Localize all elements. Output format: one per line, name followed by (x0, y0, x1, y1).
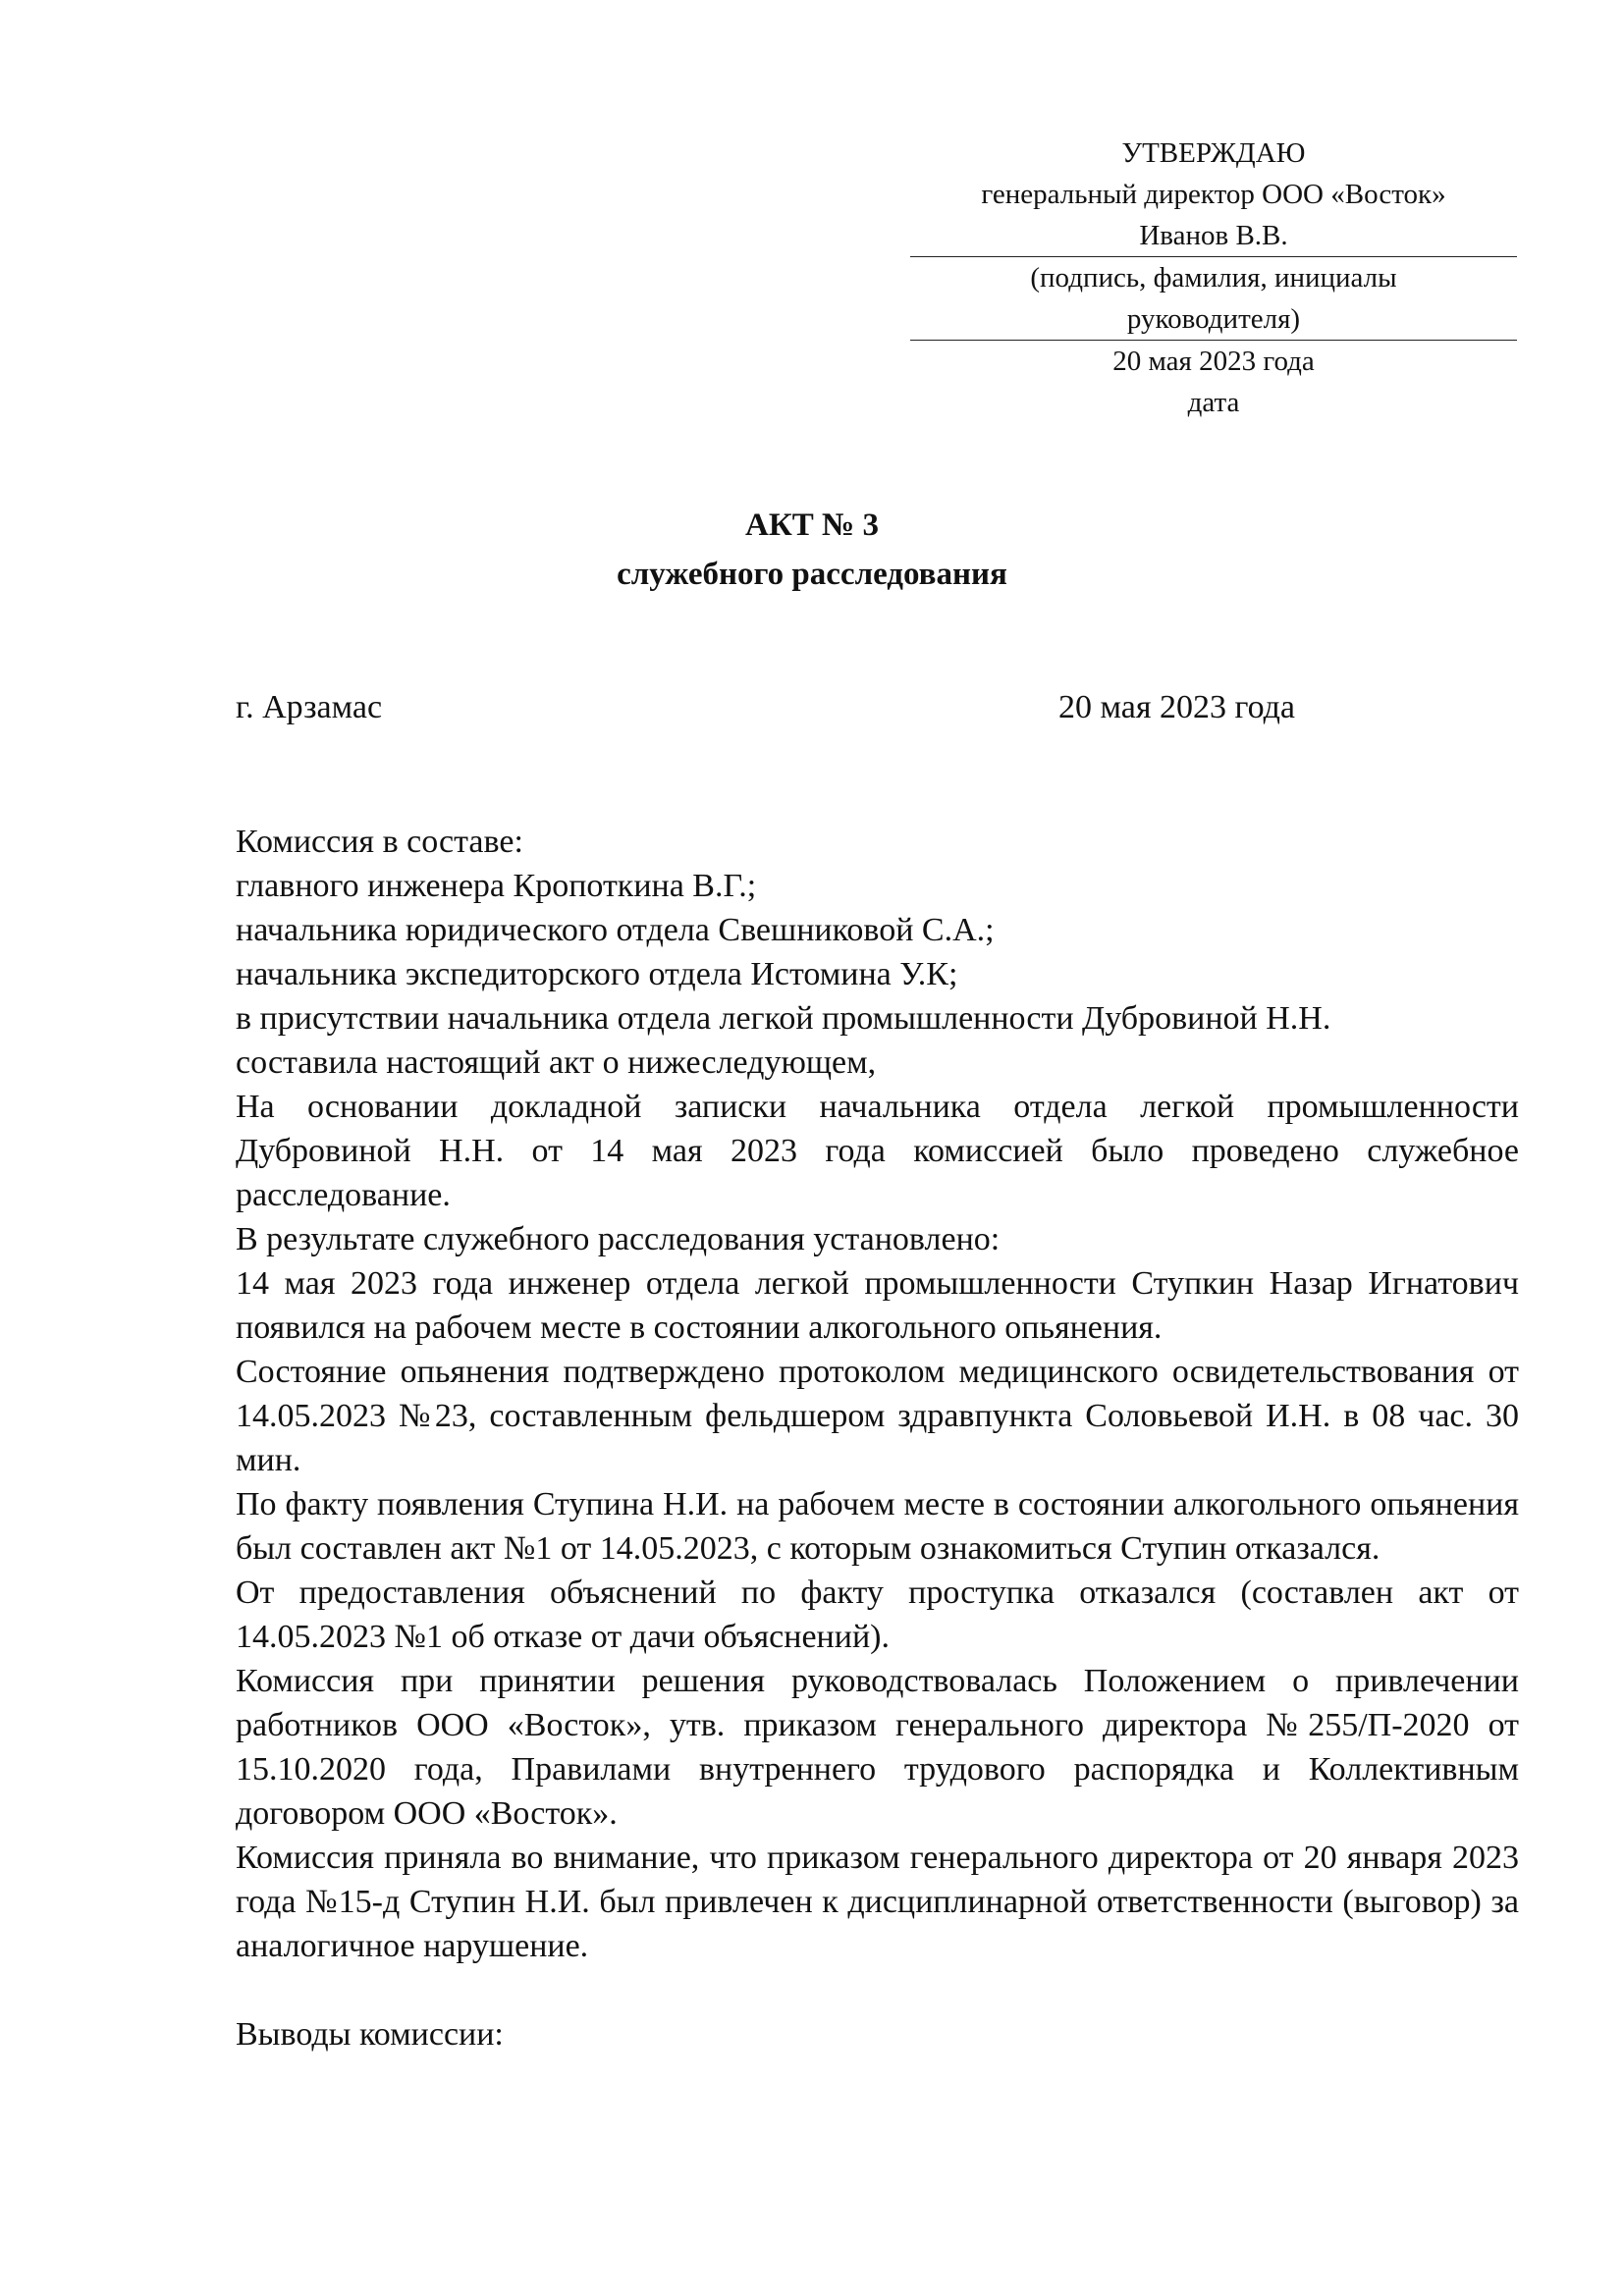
compiled-line: составила настоящий акт о нижеследующем, (236, 1044, 877, 1081)
document-title (0, 501, 1624, 599)
paragraph-incident: 14 мая 2023 года инженер отдела легкой промышленности Ступкин Назар Игнатович появился на рабочем месте в состоянии алкогольного опьянения. (236, 1265, 1519, 1346)
approval-heading: УТВЕРЖДАЮ (1121, 137, 1306, 169)
commission-member: начальника юридического отдела Свешниковой С.А.; (236, 912, 995, 948)
result-intro: В результате служебного расследования установлено: (236, 1221, 1001, 1257)
document-body (236, 820, 1519, 2056)
commission-member: главного инженера Кропоткина В.Г.; (236, 868, 757, 904)
title-line-subject: служебного расследования (617, 557, 1007, 592)
paragraph-confirmation: Состояние опьянения подтверждено протоколом медицинского освидетельствования от 14.05.2023 №23, составленным фельдшером здравпункта Соловьевой И.Н. в 08 час. 30 мин. (236, 1354, 1519, 1478)
paragraph-refusal: От предоставления объяснений по факту проступка отказался (составлен акт от 14.05.2023 №1 об отказе от дачи объяснений). (236, 1575, 1519, 1655)
document-place: г. Арзамас (236, 689, 383, 725)
paragraph-guidance: Комиссия при принятии решения руководствовалась Положением о привлечении работников ООО «Восток», утв. приказом генерального директора №255/П-2020 от 15.10.2020 года, Правилами внутреннего трудового распорядка и Коллективным договором ООО «Восток». (236, 1663, 1519, 1832)
commission-member: начальника экспедиторского отдела Истомина У.К; (236, 956, 958, 992)
signature-hint-line1: (подпись, фамилия, инициалы (1030, 262, 1397, 294)
approval-date-hint: дата (1187, 387, 1240, 418)
paragraph-previous: Комиссия приняла во внимание, что приказом генерального директора от 20 января 2023 года №15-д Ступин Н.И. был привлечен к дисциплинарной ответственности (выговор) за аналогичное нарушение. (236, 1840, 1519, 1964)
approver-position: генеральный директор ООО «Восток» (981, 179, 1446, 210)
approval-date: 20 мая 2023 года (1112, 346, 1315, 377)
conclusions-heading: Выводы комиссии: (236, 2016, 504, 2053)
presence-line: в присутствии начальника отдела легкой промышленности Дубровиной Н.Н. (236, 1000, 1331, 1037)
approver-name: Иванов В.В. (910, 215, 1517, 257)
approval-block (910, 133, 1517, 423)
spacer (236, 1968, 1519, 2012)
title-line-number: АКТ № 3 (745, 507, 879, 543)
document-date: 20 мая 2023 года (1058, 689, 1296, 725)
signature-hint-line2: руководителя) (910, 298, 1517, 341)
commission-intro: Комиссия в составе: (236, 824, 523, 860)
paragraph-act: По факту появления Ступина Н.И. на рабочем месте в состоянии алкогольного опьянения был составлен акт №1 от 14.05.2023, с которым ознакомиться Ступин отказался. (236, 1486, 1519, 1567)
paragraph-basis: На основании докладной записки начальника отдела легкой промышленности Дубровиной Н.Н. от 14 мая 2023 года комиссией было проведено служебное расследование. (236, 1089, 1519, 1213)
